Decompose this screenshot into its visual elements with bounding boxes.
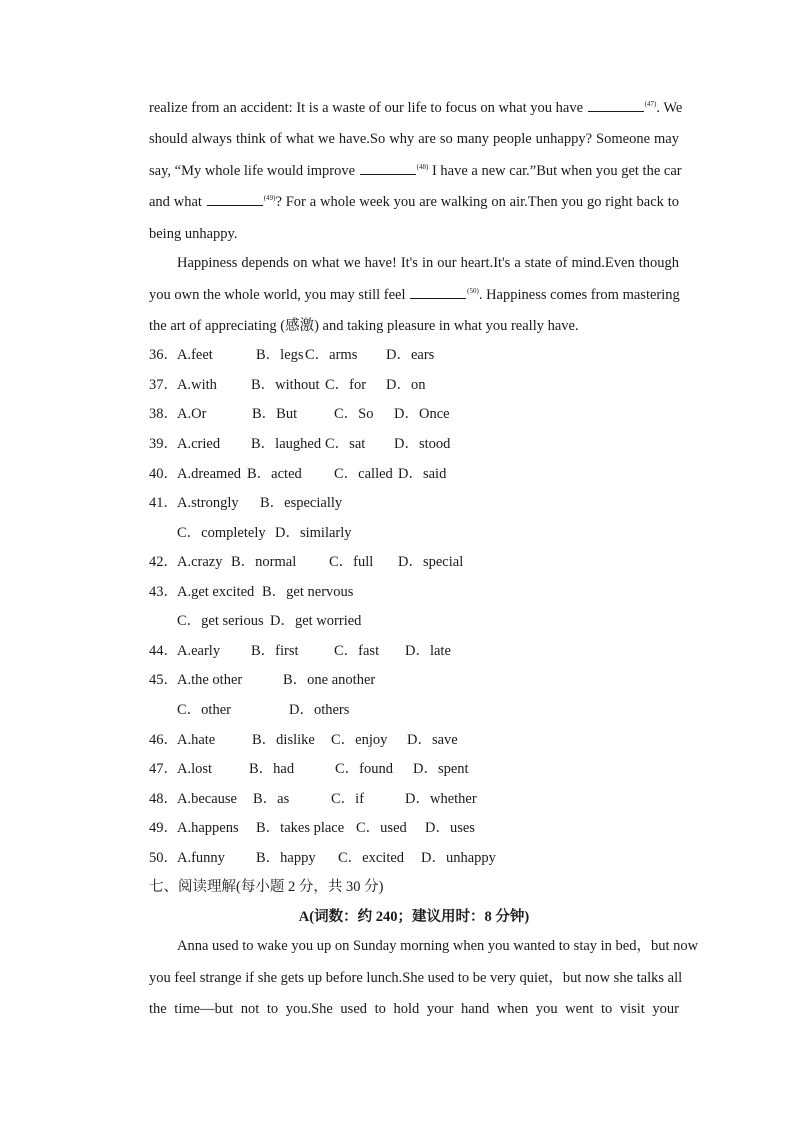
option-d: D．save xyxy=(407,732,458,748)
option-a: A.funny xyxy=(177,850,225,866)
question-number: 49． xyxy=(149,820,178,836)
option-d: D．get worried xyxy=(270,613,362,629)
option-a: A.early xyxy=(177,643,221,659)
option-c: C．excited xyxy=(338,850,405,866)
question-number: 40． xyxy=(149,466,178,482)
passage-text: and what xyxy=(149,194,202,210)
option-b: B．acted xyxy=(247,466,302,482)
option-b: B．without xyxy=(251,377,320,393)
option-a: A.hate xyxy=(177,732,216,748)
option-b: B．normal xyxy=(231,554,297,570)
option-b: B．get nervous xyxy=(262,584,354,600)
option-b: B．But xyxy=(252,406,298,422)
option-c: C．completely xyxy=(177,525,266,541)
option-c: C．sat xyxy=(325,436,366,452)
option-b: B．as xyxy=(253,791,290,807)
option-d: D．spent xyxy=(413,761,469,777)
option-c: C．other xyxy=(177,702,231,718)
question-number: 46． xyxy=(149,732,178,748)
option-d: D．Once xyxy=(394,406,450,422)
question-number: 50． xyxy=(149,850,178,866)
option-b: B．dislike xyxy=(252,732,315,748)
option-b: B．takes place xyxy=(256,820,345,836)
question-number: 38． xyxy=(149,406,178,422)
blank-number: (48) xyxy=(416,163,429,171)
option-b: B．first xyxy=(251,643,299,659)
passage-line xyxy=(149,317,679,335)
option-a: A.get excited xyxy=(177,584,255,600)
passage-text: . Happiness comes from mastering xyxy=(478,287,680,303)
option-c: C．found xyxy=(335,761,393,777)
option-c: C．arms xyxy=(305,347,358,363)
passage-line xyxy=(149,162,682,180)
option-a: A.the other xyxy=(177,672,243,688)
question-number: 45． xyxy=(149,672,178,688)
section-sub-heading xyxy=(149,908,679,926)
question-number: 44． xyxy=(149,643,178,659)
passage-text: being unhappy. xyxy=(149,226,238,242)
passage-text: should always think of what we have.So why are so many people unhappy? Someone may xyxy=(149,131,679,147)
reading-line xyxy=(149,969,683,987)
option-c: C．So xyxy=(334,406,374,422)
option-d: D．similarly xyxy=(275,525,352,541)
option-a: A.dreamed xyxy=(177,466,242,482)
option-a: A.crazy xyxy=(177,554,223,570)
option-b: B．especially xyxy=(260,495,343,511)
blank-number: (50) xyxy=(467,287,479,295)
passage-text: say, “My whole life would improve xyxy=(149,163,356,179)
option-b: B．happy xyxy=(256,850,316,866)
option-d: D．uses xyxy=(425,820,475,836)
option-d: D．others xyxy=(289,702,350,718)
option-d: D．said xyxy=(398,466,447,482)
option-c: C．fast xyxy=(334,643,380,659)
passage-line xyxy=(149,99,683,117)
question-number: 41． xyxy=(149,495,178,511)
option-c: C．for xyxy=(325,377,367,393)
option-d: D．late xyxy=(405,643,451,659)
option-d: D．special xyxy=(398,554,464,570)
passage-text: you own the whole world, you may still feel xyxy=(149,287,406,303)
option-c: C．get serious xyxy=(177,613,264,629)
question-number: 37． xyxy=(149,377,178,393)
question-number: 48． xyxy=(149,791,178,807)
option-b: B．laughed xyxy=(251,436,322,452)
option-c: C．used xyxy=(356,820,407,836)
option-a: A.because xyxy=(177,791,237,807)
answer-blank xyxy=(588,99,644,112)
reading-text: the time—but not to you.She used to hold your hand when you went to visit your xyxy=(149,1001,679,1017)
passage-line xyxy=(149,286,679,304)
passage-line xyxy=(149,193,679,211)
question-number: 43． xyxy=(149,584,178,600)
answer-blank xyxy=(410,286,466,299)
passage-text: the art of appreciating (感激) and taking pleasure in what you really have. xyxy=(149,318,579,334)
passage-text: Happiness depends on what we have! It's in our heart.It's a state of mind.Even though xyxy=(177,255,679,271)
option-d: D．stood xyxy=(394,436,451,452)
answer-blank xyxy=(360,162,416,175)
option-c: C．called xyxy=(334,466,393,482)
option-a: A.strongly xyxy=(177,495,239,511)
reading-text: you feel strange if she gets up before lunch.She used to be very quiet，but now she talks all xyxy=(149,970,683,986)
option-d: D．whether xyxy=(405,791,477,807)
passage-text: . We xyxy=(656,100,683,116)
option-a: A.Or xyxy=(177,406,207,422)
blank-number: (49) xyxy=(263,194,276,202)
passage-text: ? For a whole week you are walking on air.Then you go right back to xyxy=(275,194,680,210)
passage-line xyxy=(149,225,679,243)
passage-text: realize from an accident: It is a waste of our life to focus on what you have xyxy=(149,100,584,116)
passage-text: I have a new car.”But when you get the car xyxy=(428,163,682,179)
option-b: B．legs xyxy=(256,347,304,363)
option-b: B．one another xyxy=(283,672,376,688)
option-a: A.feet xyxy=(177,347,213,363)
option-c: C．enjoy xyxy=(331,732,388,748)
option-c: C．full xyxy=(329,554,374,570)
option-a: A.happens xyxy=(177,820,239,836)
option-b: B．had xyxy=(249,761,295,777)
option-c: C．if xyxy=(331,791,365,807)
option-a: A.cried xyxy=(177,436,221,452)
section-heading: 七、阅读理解(每小题 2 分，共 30 分) xyxy=(149,879,384,895)
reading-line xyxy=(177,937,699,955)
question-number: 39． xyxy=(149,436,178,452)
question-number: 47． xyxy=(149,761,178,777)
passage-line xyxy=(149,130,679,148)
option-d: D．ears xyxy=(386,347,435,363)
option-d: D．on xyxy=(386,377,426,393)
blank-number: (47) xyxy=(644,100,657,108)
reading-line xyxy=(149,1000,679,1018)
passage-line xyxy=(177,254,679,272)
sub-heading-text: A(词数：约 240；建议用时：8 分钟) xyxy=(298,909,530,925)
answer-blank xyxy=(207,193,263,206)
option-a: A.lost xyxy=(177,761,213,777)
reading-text: Anna used to wake you up on Sunday morning when you wanted to stay in bed，but now xyxy=(177,938,699,954)
option-a: A.with xyxy=(177,377,217,393)
question-number: 42． xyxy=(149,554,178,570)
option-d: D．unhappy xyxy=(421,850,496,866)
question-number: 36． xyxy=(149,347,178,363)
